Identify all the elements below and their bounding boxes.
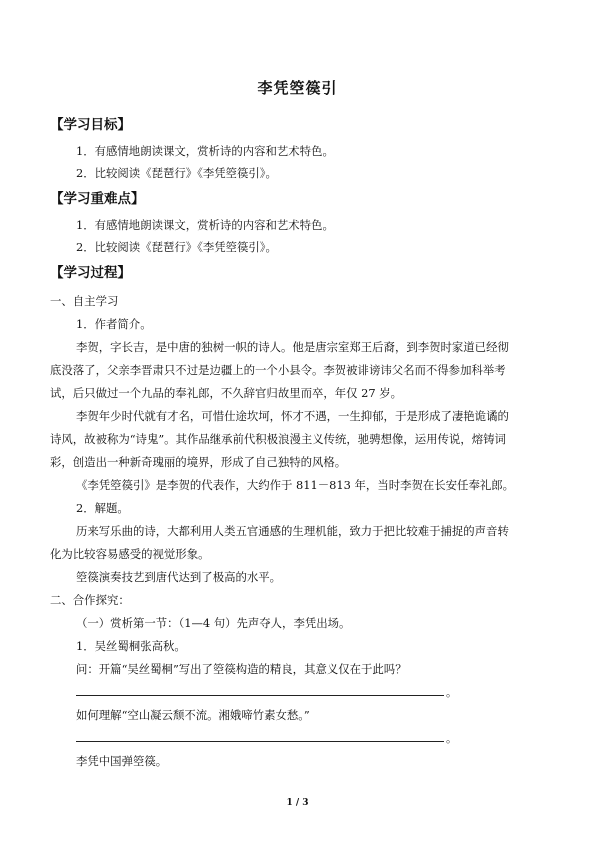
goal-item: 2．比较阅读《琵琶行》《李凭箜篌引》。 xyxy=(76,166,277,180)
key-point-item: 2．比较阅读《琵琶行》《李凭箜篌引》。 xyxy=(76,240,277,254)
bio-paragraph-line: 试，后只做过一个九品的奉礼郎，不久辞官归故里而卒，年仅 27 岁。 xyxy=(50,386,403,400)
bio-paragraph-line: 《李凭箜篌引》是李贺的代表作，大约作于 811－813 年，当时李贺在长安任奉礼郎。 xyxy=(76,478,515,492)
title-explain-heading: 2．解题。 xyxy=(76,501,129,515)
bio-paragraph-line: 李贺，字长吉，是中唐的独树一帜的诗人。他是唐宗室郑王后裔，到李贺时家道已经彻 xyxy=(76,340,509,354)
page-title: 李凭箜篌引 xyxy=(257,79,338,97)
answer-blank-line[interactable] xyxy=(76,695,444,696)
part1-heading: 一、自主学习 xyxy=(50,294,119,308)
question-text: 如何理解“空山凝云颓不流。湘娥啼竹素女愁。” xyxy=(76,708,310,722)
section-heading-goals: 【学习目标】 xyxy=(50,117,131,133)
subsection-heading: （一）赏析第一节：（1—4 句）先声夺人，李凭出场。 xyxy=(76,616,351,630)
bio-paragraph-line: 李贺年少时代就有才名，可惜仕途坎坷，怀才不遇，一生抑郁，于是形成了凄艳诡谲的 xyxy=(76,409,509,423)
answer-period: 。 xyxy=(446,686,457,699)
question-text: 问：开篇“吴丝蜀桐”写出了箜篌构造的精良，其意义仅在于此吗？ xyxy=(76,662,407,676)
bio-paragraph-line: 底没落了，父亲李晋肃只不过是边疆上的一个小县令。李贺被诽谤讳父名而不得参加科举考 xyxy=(50,363,506,377)
goal-item: 1．有感情地朗读课文，赏析诗的内容和艺术特色。 xyxy=(76,144,334,158)
section-heading-process: 【学习过程】 xyxy=(50,265,131,281)
author-heading: 1．作者简介。 xyxy=(76,317,152,331)
page-number: 1 / 3 xyxy=(286,798,309,808)
explain-paragraph-line: 化为比较容易感受的视觉形象。 xyxy=(50,547,210,561)
answer-period: 。 xyxy=(446,732,457,745)
explain-paragraph-line: 历来写乐曲的诗，大都利用人类五官通感的生理机能，致力于把比较难于捕捉的声音转 xyxy=(76,524,509,538)
poem-line: 1．吴丝蜀桐张高秋。 xyxy=(76,639,186,653)
part2-heading: 二、合作探究： xyxy=(50,593,130,607)
explain-paragraph-line: 箜篌演奏技艺到唐代达到了极高的水平。 xyxy=(76,570,282,584)
key-point-item: 1．有感情地朗读课文，赏析诗的内容和艺术特色。 xyxy=(76,218,334,232)
poem-line: 李凭中国弹箜篌。 xyxy=(76,754,168,768)
bio-paragraph-line: 彩，创造出一种新奇瑰丽的境界，形成了自己独特的风格。 xyxy=(50,455,347,469)
answer-blank-line[interactable] xyxy=(76,741,444,742)
section-heading-key-points: 【学习重难点】 xyxy=(50,191,145,207)
bio-paragraph-line: 诗风，故被称为“诗鬼”。其作品继承前代积极浪漫主义传统，驰骋想像，运用传说，熔铸词 xyxy=(50,432,506,446)
